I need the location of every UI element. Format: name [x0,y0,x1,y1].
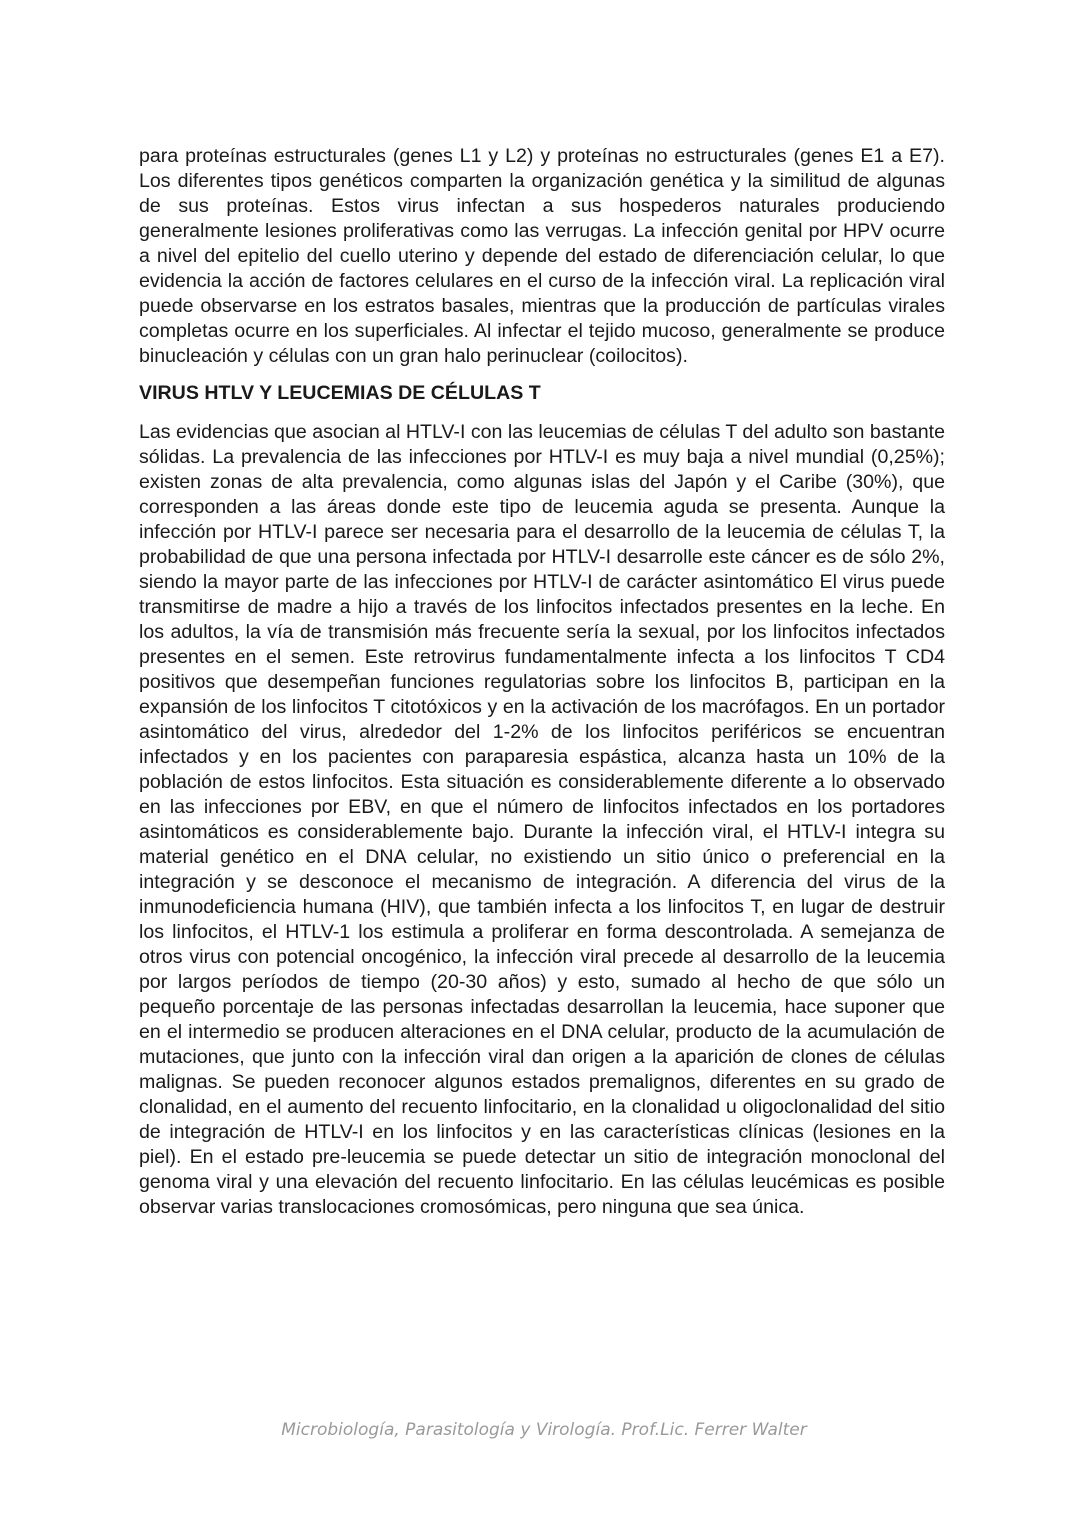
section-heading: VIRUS HTLV Y LEUCEMIAS DE CÉLULAS T [139,382,541,404]
page-footer: Microbiología, Parasitología y Virología. Prof.Lic. Ferrer Walter [281,1420,807,1440]
page-body [139,144,945,1220]
section-paragraph: Las evidencias que asocian al HTLV-I con las leucemias de células T del adulto son bastante sólidas. La prevalencia de las infecciones por HTLV-I es muy baja a nivel mundial (0,25%); existen zonas de alta prevalencia, como algunas islas del Japón y el Caribe (30%), que corresponden a las áreas donde este tipo de leucemia aguda se presenta. Aunque la infección por HTLV-I parece ser necesaria para el desarrollo de la leucemia de células T, la probabilidad de que una persona infectada por HTLV-I desarrolle este cáncer es de sólo 2%, siendo la mayor parte de las infecciones por HTLV-I de carácter asintomático El virus puede transmitirse de madre a hijo a través de los linfocitos infectados presentes en la leche. En los adultos, la vía de transmisión más frecuente sería la sexual, por los linfocitos infectados presentes en el semen. Este retrovirus fundamentalmente infecta a los linfocitos T CD4 positivos que desempeñan funciones regulatorias sobre los linfocitos B, participan en la expansión de los linfocitos T citotóxicos y en la activación de los macrófagos. En un portador asintomático del virus, alrededor del 1-2% de los linfocitos periféricos se encuentran infectados y en los pacientes con paraparesia espástica, alcanza hasta un 10% de la población de estos linfocitos. Esta situación es considerablemente diferente a lo observado en las infecciones por EBV, en que el número de linfocitos infectados en los portadores asintomáticos es considerablemente bajo. Durante la infección viral, el HTLV-I integra su material genético en el DNA celular, no existiendo un sitio único o preferencial en la integración y se desconoce el mecanismo de integración. A diferencia del virus de la inmunodeficiencia humana (HIV), que también infecta a los linfocitos T, en lugar de destruir los linfocitos, el HTLV-1 los estimula a proliferar en forma descontrolada. A semejanza de otros virus con potencial oncogénico, la infección viral precede al desarrollo de la leucemia por largos períodos de tiempo (20-30 años) y esto, sumado al hecho de que sólo un pequeño porcentaje de las personas infectadas desarrollan la leucemia, hace suponer que en el intermedio se producen alteraciones en el DNA celular, producto de la acumulación de mutaciones, que junto con la infección viral dan origen a la aparición de clones de células malignas. Se pueden reconocer algunos estados premalignos, diferentes en su grado de clonalidad, en el aumento del recuento linfocitario, en la clonalidad u oligoclonalidad del sitio de integración de HTLV-I en los linfocitos y en las características clínicas (lesiones en la piel). En el estado pre-leucemia se puede detectar un sitio de integración monoclonal del genoma viral y una elevación del recuento linfocitario. En las células leucémicas es posible observar varias translocaciones cromosómicas, pero ninguna que sea única. [139,421,946,1218]
intro-paragraph: para proteínas estructurales (genes L1 y L2) y proteínas no estructurales (genes E1 a E7). Los diferentes tipos genéticos comparten la organización genética y la similitud de algunas de sus proteínas. Estos virus infectan a sus hospederos naturales produciendo generalmente lesiones proliferativas como las verrugas. La infección genital por HPV ocurre a nivel del epitelio del cuello uterino y depende del estado de diferenciación celular, lo que evidencia la acción de factores celulares en el curso de la infección viral. La replicación viral puede observarse en los estratos basales, mientras que la producción de partículas virales completas ocurre en los superficiales. Al infectar el tejido mucoso, generalmente se produce binucleación y células con un gran halo perinuclear (coilocitos). [139,145,945,367]
